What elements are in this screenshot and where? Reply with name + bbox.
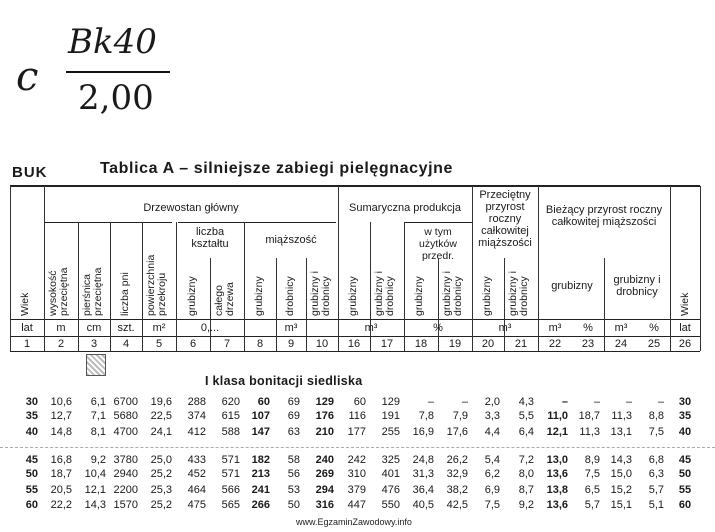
table-cell: 182 [251,454,270,466]
header-top-rule [10,185,700,187]
group-form-factor: liczba kształtu [191,226,229,250]
col-u-total: grubizny i drobnicy [441,271,464,316]
table-cell: 129 [381,396,400,408]
table-cell: 7,5 [648,426,664,438]
unit-cell: lat [679,322,691,334]
group-volume: miąższość [265,234,317,246]
table-cell: 8,0 [518,468,534,480]
table-cell: 2,0 [484,396,500,408]
table-cell: 4,4 [484,426,500,438]
table-cell: 565 [221,499,240,511]
table-cell: 475 [187,499,206,511]
table-cell: 210 [315,426,334,438]
table-cell: 53 [287,484,300,496]
unit-cell: m³ [498,322,512,334]
table-cell: 379 [347,484,366,496]
unit-cell: m [56,322,66,334]
col-number: 6 [189,338,197,350]
table-cell: 5,5 [518,410,534,422]
table-cell: 10,6 [50,396,72,408]
table-cell: 6,5 [584,484,600,496]
col-number: 3 [90,338,98,350]
table-cell: 32,9 [446,468,468,480]
table-cell: – [461,396,468,408]
footer-watermark: www.EgzaminZawodowy.info [296,517,412,527]
table-cell: – [593,396,600,408]
col-number: 17 [380,338,394,350]
col-v-total: grubizny i drobnicy [309,271,332,316]
col-age-right: Wiek [679,292,691,316]
col-basal-area: powierzchnia przekroju [145,254,168,316]
table-cell: 5,4 [484,454,500,466]
table-cell: 550 [381,499,400,511]
col-number: 16 [347,338,361,350]
table-cell: 36,4 [412,484,434,496]
col-number: 18 [414,338,428,350]
table-cell: 14,8 [50,426,72,438]
col-height: wysokość przeciętna [47,267,70,316]
unit-cell: % [433,322,443,334]
fraction-bar [66,71,170,73]
rule [178,222,336,223]
table-cell: 116 [348,410,366,422]
table-cell: 60 [353,396,366,408]
col-p-thick: grubizny [347,276,359,316]
formula-numerator: Bk40 [68,22,157,62]
table-cell: 24,1 [150,426,172,438]
row-age: 35 [25,410,38,422]
table-cell: 213 [251,468,270,480]
col-number: 24 [614,338,628,350]
row-age-right: 60 [678,499,692,511]
table-cell: 8,8 [648,410,664,422]
table-cell: 5,7 [584,499,600,511]
table-cell: 2940 [113,468,138,480]
table-cell: 8,7 [518,484,534,496]
qr-code-stamp [86,354,106,376]
table-cell: 6,9 [484,484,500,496]
table-cell: 14,3 [610,454,632,466]
table-cell: 13,6 [546,468,568,480]
table-cell: 12,1 [546,426,568,438]
table-cell: 5,1 [648,499,664,511]
table-cell: 107 [251,410,270,422]
table-cell: 69 [287,396,300,408]
table-cell: 269 [315,468,334,480]
table-cell: 412 [187,426,206,438]
unit-cell: cm [86,322,102,334]
table-cell: 42,5 [446,499,468,511]
table-cell: 6,1 [90,396,106,408]
rule [44,222,172,223]
table-cell: 476 [381,484,400,496]
table-cell: 13,8 [546,484,568,496]
table-cell: 566 [221,484,240,496]
table-cell: 177 [347,426,366,438]
table-cell: 7,9 [452,410,468,422]
unit-cell: % [649,322,659,334]
unit-cell: m³ [364,322,378,334]
species-label: BUK [12,164,48,181]
table-cell: 9,2 [518,499,534,511]
table-cell: 15,0 [610,468,632,480]
col-a-total: grubizny i drobnicy [507,271,530,316]
table-cell: 6,4 [518,426,534,438]
col-age: Wiek [19,292,31,316]
table-cell: 147 [251,426,270,438]
row-age-right: 40 [678,426,692,438]
unit-cell: 0,... [200,322,220,334]
table-cell: 20,5 [50,484,72,496]
table-cell: 6700 [113,396,138,408]
table-cell: 5,7 [648,484,664,496]
table-cell: 22,2 [50,499,72,511]
table-cell: 50 [287,499,300,511]
col-ff-tree: całego drzewa [213,282,236,316]
col-v-fine: drobnicy [284,276,296,316]
table-cell: 4700 [113,426,138,438]
table-cell: 620 [221,396,240,408]
col-border [700,186,701,351]
table-cell: 15,1 [610,499,632,511]
table-cell: 18,7 [50,468,72,480]
row-age-right: 50 [678,468,692,480]
col-number: 20 [481,338,495,350]
fold-line [0,447,715,448]
col-number: 1 [23,338,31,350]
table-cell: – [657,396,664,408]
table-cell: 18,7 [578,410,600,422]
table-cell: 447 [347,499,366,511]
group-thick: grubizny [551,280,593,292]
table-title: Tablica A – silniejsze zabiegi pielęgnacyjne [100,160,454,177]
table-cell: 11,3 [611,410,632,422]
group-avg-increment: Przeciętny przyrost roczny całkowitej miąższości [478,189,532,249]
group-total-production: Sumaryczna produkcja [349,202,461,214]
table-cell: – [561,396,568,408]
unit-cell: m² [152,322,166,334]
table-cell: 6,3 [648,468,664,480]
table-cell: 588 [221,426,240,438]
unit-cell: m³ [548,322,562,334]
table-cell: 16,8 [50,454,72,466]
table-cell: 4,3 [518,396,534,408]
row-age-right: 35 [678,410,692,422]
table-cell: 11,3 [579,426,600,438]
group-thick-fine: grubizny i drobnicy [613,274,661,298]
col-number: 7 [223,338,231,350]
table-cell: 433 [187,454,206,466]
row-age-right: 45 [678,454,692,466]
table-cell: 255 [381,426,400,438]
col-number: 22 [548,338,562,350]
row-age: 40 [25,426,38,438]
row-age: 60 [25,499,38,511]
table-cell: 19,6 [150,396,172,408]
table-cell: 10,4 [84,468,106,480]
unit-cell: m³ [614,322,628,334]
table-cell: 26,2 [446,454,468,466]
table-cell: 240 [315,454,334,466]
col-number: 19 [448,338,462,350]
table-cell: 56 [287,468,300,480]
header-bottom-rule [10,351,700,352]
table-cell: 11,0 [547,410,568,422]
table-cell: 374 [187,410,206,422]
table-cell: 13,1 [610,426,632,438]
table-cell: 615 [221,410,240,422]
table-cell: 7,2 [518,454,534,466]
table-cell: 25,2 [150,499,172,511]
formula-prefix: c [16,54,39,100]
row-age-right: 55 [678,484,692,496]
row-age: 30 [25,396,38,408]
table-cell: 266 [251,499,270,511]
row-age: 50 [25,468,38,480]
table-cell: 58 [287,454,300,466]
col-number: 2 [57,338,65,350]
table-cell: – [427,396,434,408]
table-cell: 17,6 [446,426,468,438]
table-cell: 25,0 [150,454,172,466]
table-cell: 25,3 [150,484,172,496]
table-cell: 24,8 [412,454,434,466]
table-cell: 1570 [113,499,138,511]
col-number: 10 [315,338,329,350]
rule [10,336,700,337]
col-ff-thick: grubizny [186,276,198,316]
table-cell: 6,2 [484,468,500,480]
table-cell: 15,2 [610,484,632,496]
formula [16,22,176,132]
table-cell: 13,0 [546,454,568,466]
table-cell: 571 [221,468,240,480]
table-cell: 191 [381,410,400,422]
unit-cell: szt. [117,322,135,334]
rule [10,319,700,320]
row-age: 55 [25,484,38,496]
col-number: 23 [581,338,595,350]
table-cell: 7,5 [584,468,600,480]
unit-cell: % [583,322,593,334]
table-cell: 241 [251,484,270,496]
table-cell: 288 [187,396,206,408]
table-cell: 5680 [113,410,138,422]
table-cell: 8,9 [584,454,600,466]
table-cell: 176 [315,410,334,422]
col-trees: liczba pni [119,272,131,316]
table-cell: 12,7 [50,410,72,422]
table-cell: 464 [187,484,206,496]
col-number: 4 [122,338,130,350]
col-v-thick: grubizny [253,276,265,316]
group-used-of: w tym użytków przedr. [419,226,457,262]
table-cell: 13,6 [546,499,568,511]
table-cell: 7,8 [418,410,434,422]
table-cell: 22,5 [150,410,172,422]
table-cell: 401 [381,468,400,480]
col-number: 8 [256,338,264,350]
table-cell: 3780 [113,454,138,466]
table-cell: 7,5 [484,499,500,511]
table-cell: 242 [347,454,366,466]
table-cell: 60 [257,396,270,408]
table-cell: 9,2 [90,454,106,466]
col-number: 5 [155,338,163,350]
table-cell: 452 [187,468,206,480]
table-cell: 2200 [113,484,138,496]
unit-cell: lat [21,322,33,334]
table-cell: 63 [287,426,300,438]
table-cell: 3,3 [484,410,500,422]
section-title: I klasa bonitacji siedliska [205,374,363,388]
table-cell: 31,3 [412,468,434,480]
table-cell: 14,3 [84,499,106,511]
table-cell: 310 [347,468,366,480]
col-a-thick: grubizny [481,276,493,316]
col-u-thick: grubizny [413,276,425,316]
table-cell: 38,2 [446,484,468,496]
unit-cell: m³ [284,322,298,334]
col-p-total: grubizny i drobnicy [373,271,396,316]
table-cell: 316 [315,499,334,511]
table-cell: 571 [221,454,240,466]
table-cell: 6,8 [648,454,664,466]
col-number: 21 [514,338,528,350]
col-number: 9 [287,338,295,350]
table-cell: 294 [315,484,334,496]
table-cell: 69 [287,410,300,422]
table-cell: 129 [315,396,334,408]
table-cell: 12,1 [84,484,106,496]
row-age-right: 30 [678,396,692,408]
row-age: 45 [25,454,38,466]
col-dbh: pierśnica przeciętna [81,267,104,316]
table-cell: 325 [381,454,400,466]
col-number: 25 [647,338,661,350]
table-cell: 8,1 [90,426,106,438]
table-cell: – [625,396,632,408]
table-cell: 7,1 [90,410,106,422]
yield-table-scan [0,158,715,532]
group-main-stand: Drzewostan główny [143,202,239,214]
group-current-increment: Bieżący przyrost roczny całkowitej miąższości [545,204,663,228]
col-number: 26 [678,338,692,350]
rule [404,222,472,223]
formula-denominator: 2,00 [78,78,154,118]
table-cell: 25,2 [150,468,172,480]
table-cell: 16,9 [412,426,434,438]
table-cell: 40,5 [412,499,434,511]
